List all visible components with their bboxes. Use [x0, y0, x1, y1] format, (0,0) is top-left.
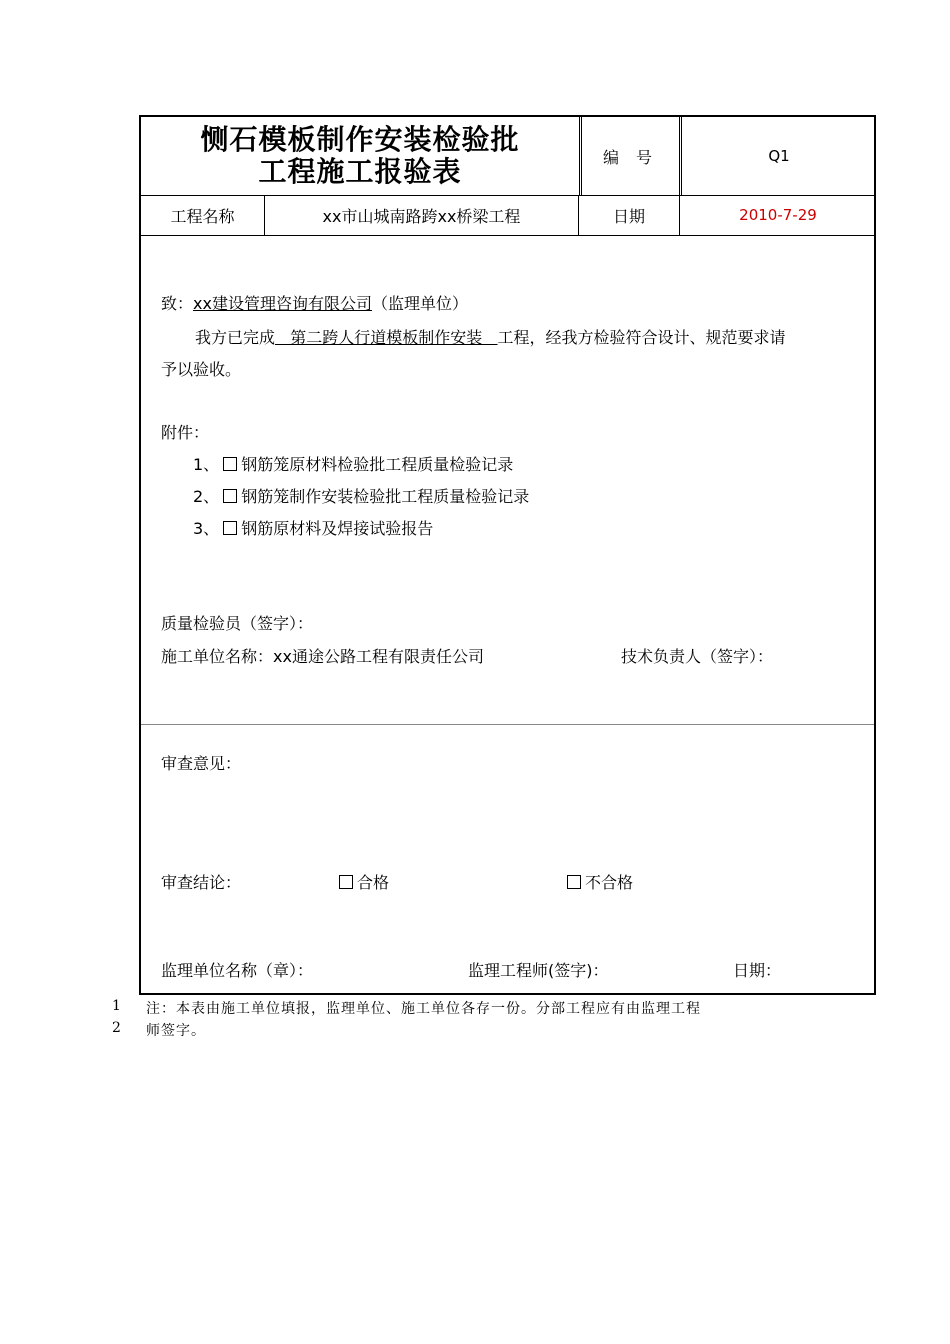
request-body-prefix: 我方已完成	[195, 328, 276, 347]
request-body-line2: 予以验收。	[161, 360, 242, 379]
divider	[679, 117, 680, 195]
supervisor-unit-label: 监理单位名称（章）：	[161, 961, 314, 980]
date-label: 日期	[612, 206, 645, 226]
inspection-form	[139, 115, 876, 995]
number-value: Q1	[768, 147, 790, 165]
project-name-value: xx市山城南路跨xx桥梁工程	[322, 206, 521, 226]
form-title-line2: 工程施工报验表	[258, 155, 462, 188]
project-info-row	[141, 195, 874, 236]
work-item-name: 第二跨人行道模板制作安装	[275, 328, 498, 347]
review-conclusion-label: 审查结论：	[161, 873, 242, 892]
review-opinion-label: 审查意见：	[161, 754, 242, 773]
request-body-suffix: 工程，经我方检验符合设计、规范要求请	[497, 328, 786, 347]
request-section	[141, 235, 874, 725]
contractor-name: 施工单位名称：xx通途公路工程有限责任公司	[161, 647, 484, 666]
fail-option[interactable]: 不合格	[563, 873, 633, 893]
attachment-item: 2、 钢筋笼制作安装检验批工程质量检验记录	[193, 487, 530, 506]
review-section	[141, 724, 874, 993]
addressee-prefix: 致：	[161, 294, 194, 313]
supervisor-engineer-label: 监理工程师(签字)：	[468, 961, 609, 980]
date-value: 2010-7-29	[739, 206, 817, 224]
addressee-line	[161, 294, 468, 314]
attachment-item: 1、 钢筋笼原材料检验批工程质量检验记录	[193, 455, 514, 474]
note-line-number: 1	[112, 998, 121, 1014]
attachment-checkbox[interactable]	[223, 457, 237, 471]
note-line1: 注：本表由施工单位填报，监理单位、施工单位各存一份。分部工程应有由监理工程	[146, 1001, 701, 1017]
pass-checkbox[interactable]	[339, 875, 353, 889]
attachment-item: 3、 钢筋原材料及焊接试验报告	[193, 519, 434, 538]
project-name-label: 工程名称	[170, 206, 235, 226]
form-title-line1: 恻石模板制作安装检验批	[200, 123, 520, 156]
attachment-checkbox[interactable]	[223, 489, 237, 503]
attachment-checkbox[interactable]	[223, 521, 237, 535]
tech-lead-signature-label: 技术负责人（签字）：	[621, 647, 774, 666]
supervisor-unit-name: xx建设管理咨询有限公司	[193, 294, 372, 313]
review-date-label: 日期：	[733, 961, 782, 980]
fail-checkbox[interactable]	[567, 875, 581, 889]
attachments-label: 附件：	[161, 423, 210, 442]
form-title	[141, 117, 579, 195]
divider	[579, 117, 580, 195]
title-row	[141, 117, 874, 196]
addressee-suffix: （监理单位）	[371, 294, 468, 313]
pass-option[interactable]: 合格	[335, 873, 389, 893]
number-label: 编 号	[602, 147, 659, 167]
inspector-signature-label: 质量检验员（签字）：	[161, 614, 314, 633]
note-line2: 师签字。	[146, 1023, 206, 1039]
request-body-line1	[195, 328, 786, 348]
note-line-number: 2	[112, 1020, 121, 1036]
